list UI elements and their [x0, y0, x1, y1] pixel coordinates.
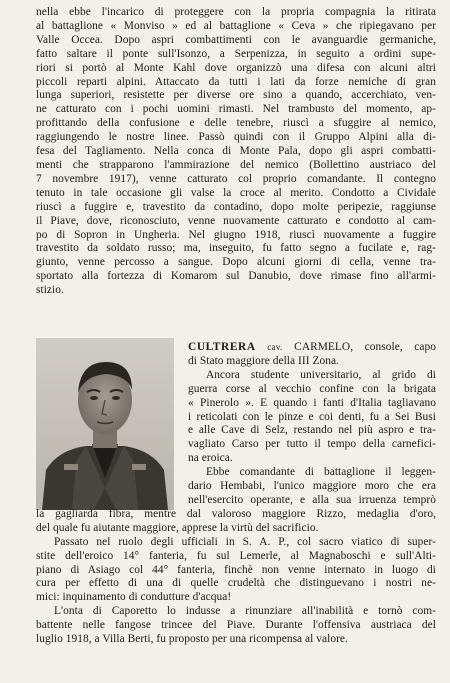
text-line: tenuto in tale occasione gli valse la croce al merito. Condotto a Cividale	[36, 186, 436, 199]
text-line: piccoli reparti alpini. Attaccato da tutti i lati da forze nemiche di gran	[36, 75, 436, 88]
text-line: lunga superiori, resistette per diverse ore sino a quando, accerchiato, ven-	[36, 89, 436, 102]
text-line: « Pinerolo ». E quando i fanti d'Italia tagliavano	[188, 396, 436, 409]
text-line: riori si portò al Monte Kahl dove organizzò una difesa con alcuni altri	[36, 61, 436, 74]
biography-title: cav.	[267, 342, 283, 352]
text-line: sportato alla fortezza di Komarom sul Danubio, dove rimase fino all'armi-	[36, 270, 436, 283]
text-line: Passato nel ruolo degli ufficiali in S. A. P., col sacro viatico di super-	[54, 535, 436, 548]
text-line: giunto, venne percosso a sangue. Dopo alcuni giorni di cella, venne tra-	[36, 256, 436, 269]
biography-surname: CULTRERA	[188, 341, 256, 353]
text-line: cura per effetto di una di quelle crudeltà che distinguevano i nostri ne-	[36, 577, 436, 590]
text-line: Ancora studente universitario, al grido di	[206, 368, 436, 381]
text-line: del quale fu aiutante maggiore, apprese la virtù del sacrificio.	[36, 521, 319, 534]
text-line: fatto saltare il ponte sull'Isonzo, a Serpenizza, in seguito a ordini supe-	[36, 47, 436, 60]
text-line: la gagliarda fibra, mentre dal valoroso maggiore Rizzo, medaglia d'oro,	[36, 507, 436, 520]
text-line: stizio.	[36, 284, 64, 297]
cultrera-biography	[36, 341, 436, 647]
text-line: al battaglione « Monviso » ed al battaglione « Ceva » che ripiegavano per	[36, 19, 436, 32]
text-line: di Stato maggiore della III Zona.	[188, 354, 339, 367]
text-line: L'onta di Caporetto lo indusse a rinunziare all'inabilità e tornò com-	[54, 605, 436, 618]
preceding-biography-text	[36, 6, 436, 298]
text-line: mici: inquinamento di condutture d'acqua!	[36, 591, 232, 604]
text-line: 7 novembre 1917), venne catturato col proprio comandante. Il contegno	[36, 172, 436, 185]
text-line: raggiungendo le nostre linee. Passò quindi con il Gruppo Alpini alla di-	[36, 131, 436, 144]
text-line: nella ebbe l'incarico di proteggere con la propria compagnia la ritirata	[36, 6, 436, 18]
text-line: piano di Asiago col 44° fanteria, finchè non venne internato in luogo di	[36, 563, 436, 576]
text-line: nell'esercito operante, e alla sua irruenza temprò	[188, 493, 436, 506]
text-line: battente nelle fangose trincee del Piave. Durante l'offensiva austriaca del	[36, 619, 436, 632]
text-line: po di Sopron in Ungheria. Nel giugno 1918, riuscì nuovamente a fuggire	[36, 228, 436, 241]
text-line: i reticolati con le pinze e coi denti, fu a Sei Busi	[188, 410, 436, 423]
biography-heading-rest: CARMELO, console, capo	[294, 341, 436, 353]
text-line: e alle Cave di Selz, restando nel più aspro e tra-	[188, 424, 436, 437]
text-line: Ebbe comandante di battaglione il leggen-	[206, 466, 436, 479]
text-line: na eroica.	[188, 452, 233, 465]
text-line: guerra corse al vecchio confine con la brigata	[188, 382, 436, 395]
text-line: vagliato Carso per tutto il tempo della carnefici-	[188, 438, 436, 451]
biography-heading-line	[188, 341, 436, 355]
text-line: dario Hembabi, l'unico maggiore moro che era	[188, 480, 436, 493]
text-line: Valle Occea. Dopo aspri combattimenti con le avanguardie germaniche,	[36, 33, 436, 46]
text-line: travestito da soldato russo; ma, inseguito, fu fatto segno a fucilate e, rag-	[36, 242, 436, 255]
text-line: il Piave, dove, riconosciuto, venne nuovamente catturato e condotto al cam-	[36, 214, 436, 227]
text-line: menti che strapparono l'ammirazione del nemico (Bollettino austriaco del	[36, 158, 436, 171]
text-line: ne catturato con i pochi uomini rimasti. Nel trambusto del momento, ap-	[36, 103, 436, 116]
text-line: profittando della confusione e delle tenebre, riuscì a sfuggire al nemico,	[36, 117, 436, 130]
text-line: riuscì a fuggire e, travestito da contadino, dopo molte peripezie, raggiunse	[36, 200, 436, 213]
text-line: stite dell'eroico 14° fanteria, fu sul Lemerle, al Magnaboschi e sull'Alti-	[36, 549, 436, 562]
text-line: luglio 1918, a Villa Berti, fu proposto per una ricompensa al valore.	[36, 633, 348, 646]
text-line: fesa del Tagliamento. Nella conca di Monte Pala, dopo gli aspri combatti-	[36, 145, 436, 158]
